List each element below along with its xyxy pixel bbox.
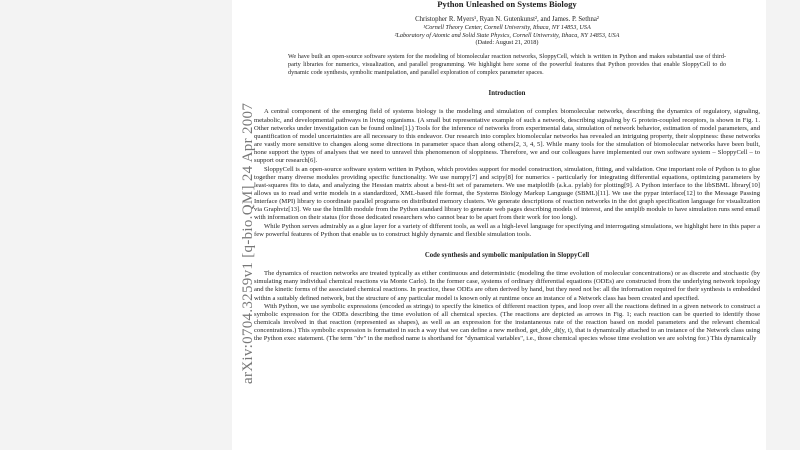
paper-authors: Christopher R. Myers¹, Ryan N. Gutenkunst², and James. P. Sethna² [415, 16, 599, 23]
section-heading-introduction: Introduction [488, 90, 526, 98]
left-margin [0, 0, 232, 450]
paper-title: Python Unleashed on Systems Biology [437, 0, 577, 9]
section2-paragraph: The dynamics of reaction networks are treated typically as either continuous and deterministic (modeling the time evolution of molecular concentrations) or as discrete and stochastic (by simulating many individual chemical reactions via Monte Carlo). In the former case, systems of ordinary differential equations (ODEs) are constructed from the underlying network topology and the kinetic forms of the associated chemical reactions. In practice, these ODEs are often derived by hand, but they need not be: all the information required for their synthesis is embedded within a suitably defined network, but the structure of any particular model is known only at runtime once an instance of a Network class has been created and specified. [254, 270, 760, 302]
section2-paragraph: With Python, we use symbolic expressions (encoded as strings) to specify the kinetics of different reaction types, and loop over all the reactions defined in a given network to construct a symbolic expression for the ODEs describing the time evolution of all chemical species. (The reactions are depicted as arrows in Fig. 1; each reaction can be queried to identify those chemicals involved in that reaction (represented as shapes), as well as an expression for the instantaneous rate of the reaction based on model parameters and the relevant chemical concentrations.) This symbolic expression is formatted in such a way that we can define a new method, get_ddv_dt(y, t), that is dynamically attached to an instance of the Network class using the Python exec statement. (The term "dv" in the method name is shorthand for "dynamical variables", i.e., those chemical species whose time evolution we are solving for.) This dynamically [254, 302, 760, 343]
right-margin [766, 0, 800, 450]
paper-page [232, 0, 766, 450]
affiliation-2: ²Laboratory of Atomic and Solid State Physics, Cornell University, Ithaca, NY 14853, USA [394, 31, 620, 39]
arxiv-identifier: arXiv:0704.3259v1 [q-bio.QM] 24 Apr 2007 [240, 102, 256, 384]
abstract: We have built an open-source software system for the modeling of biomolecular reaction networks, SloppyCell, which is written in Python and makes substantial use of third-party libraries for numerics, visualization, and parallel programming. We highlight here some of the powerful features that Python provides that enable SloppyCell to do dynamic code synthesis, symbolic manipulation, and parallel exploration of complex parameter spaces. [288, 52, 726, 77]
intro-paragraph: SloppyCell is an open-source software system written in Python, which provides support for model construction, simulation, fitting, and validation. One important role of Python is to glue together many diverse modules providing specific functionality. We use numpy[7] and scipy[8] for numerics - particularly for integrating differential equations, optimizing parameters by least-squares fits to data, and analyzing the Hessian matrix about a best-fit set of parameters. We use matplotlib (a.k.a. pylab) for plotting[9]. A Python interface to the libSBML library[10] allows us to read and write models in a standardized, XML-based file format, the Systems Biology Markup Language (SBML)[11]. We use the pypar interface[12] to the Message Passing Interface (MPI) library to coordinate parallel programs on distributed memory clusters. We generate descriptions of reaction networks in the dot graph specification language for visualization via Graphviz[13]. We use the htmllib module from the Python standard library to generate web pages describing models of interest, and the smtplib module to have simulation runs send email with information on their status (for those dedicated researchers who cannot bear to be apart from their work for too long). [254, 165, 760, 222]
affiliation-1: ¹Cornell Theory Center, Cornell University, Ithaca, NY 14853, USA [423, 24, 591, 32]
intro-paragraph: A central component of the emerging field of systems biology is the modeling and simulation of complex biomolecular networks, describing the dynamics of regulatory, signaling, metabolic, and developmental pathways in living organisms. (A small but representative example of such a network, describing signaling by G protein-coupled receptors, is shown in Fig. 1. Other networks under investigation can be found online[1].) Tools for the inference of networks from experimental data, simulation of network behavior, estimation of model parameters, and quantification of model uncertainties are all necessary to this endeavor. Our research into complex biomolecular networks has revealed an intriguing property, their sloppiness: these networks are vastly more sensitive to changes along some directions in parameter space than along others[2, 3, 4, 5]. While many tools for the simulation of biomolecular networks have been built, none support the types of analyses that we need to unravel this phenomenon of sloppiness. Therefore, we and our colleagues have implemented our own software system – SloppyCell – to support our research[6]. [254, 108, 760, 165]
paper-body [254, 0, 760, 343]
section-heading-code-synthesis: Code synthesis and symbolic manipulation in SloppyCell [424, 251, 590, 259]
paper-date: (Dated: August 21, 2018) [475, 38, 539, 46]
intro-paragraph: While Python serves admirably as a glue layer for a variety of different tools, as well as a high-level language for specifying and interrogating simulations, we highlight here in this paper a few powerful features of Python that enable us to construct highly dynamic and flexible simulation tools. [254, 222, 760, 238]
